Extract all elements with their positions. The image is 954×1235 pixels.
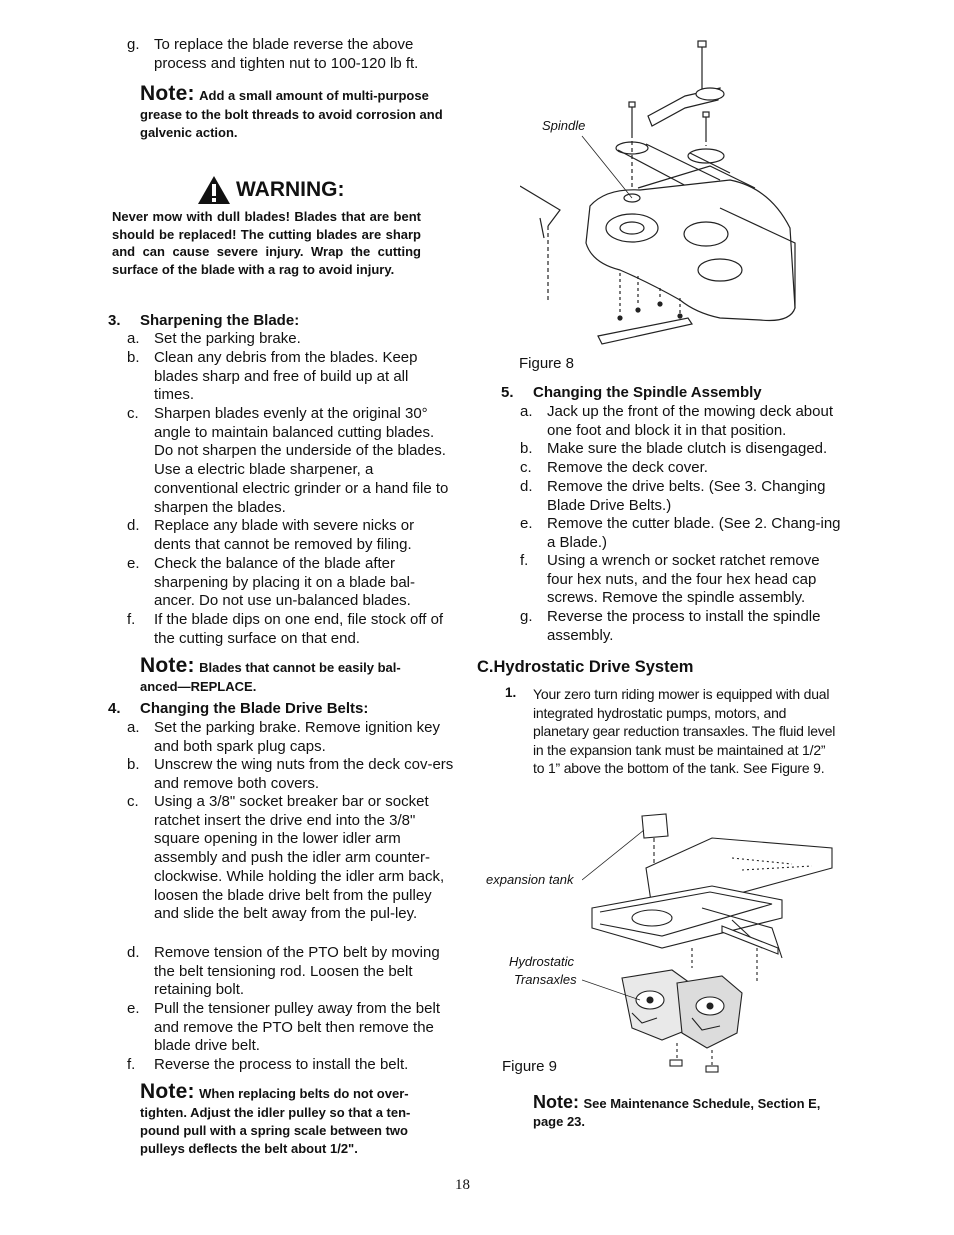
- figure-9-chassis-diagram: [582, 808, 842, 1078]
- note-label: Note:: [140, 82, 195, 105]
- section-5-heading: [501, 384, 841, 403]
- figure-8-callout-spindle: Spindle: [542, 118, 586, 133]
- note-text: See Maintenance Schedule, Section E, page 23.: [533, 1096, 821, 1129]
- warning-heading: [197, 174, 397, 208]
- section-3-title: Sharpening the Blade:: [140, 312, 300, 329]
- page-number: 18: [455, 1177, 470, 1193]
- note-label: Note:: [140, 654, 195, 677]
- section-3-heading: [108, 312, 438, 331]
- warning-text: Never mow with dull blades! Blades that are bent should be replaced! The cutting blades are sharp and can cause severe injury. Wrap the cutting surface of the blade with a rag to avoid injury.: [112, 209, 421, 277]
- figure-9-caption: Figure 9: [502, 1058, 558, 1075]
- note-label: Note:: [533, 1092, 579, 1112]
- figure-9-callout-hydrostatic: Hydrostatic: [509, 954, 575, 969]
- step-g: [127, 36, 457, 76]
- figure-9-callout-transaxles: Transaxles: [514, 972, 577, 987]
- note-balance: [140, 654, 430, 696]
- section-5-number: 5.: [501, 384, 514, 401]
- section-5-title: Changing the Spindle Assembly: [533, 384, 762, 401]
- step-g-label: g.: [127, 36, 140, 53]
- section-c-heading: C.Hydrostatic Drive System: [477, 658, 694, 676]
- note-grease: [140, 82, 455, 142]
- note-text: Blades that cannot be easily bal-anced—REPLACE.: [140, 660, 401, 694]
- step-g-text: To replace the blade reverse the above process and tighten nut to 100-120 lb ft.: [154, 36, 419, 72]
- figure-9-callout-expansion-tank: expansion tank: [486, 872, 574, 887]
- figure-8-caption: Figure 8: [519, 355, 575, 372]
- note-text: Add a small amount of multi-purpose grease to the bolt threads to avoid corrosion and galvenic action.: [140, 88, 443, 140]
- figure-8-deck-diagram: [520, 38, 810, 358]
- section-4-heading: [108, 700, 438, 719]
- note-label: Note:: [140, 1080, 195, 1103]
- warning-triangle-icon: [197, 175, 231, 205]
- section-c-item-1-text: Your zero turn riding mower is equipped with dual integrated hydrostatic pumps, motors, and planetary gear reduction transaxles. The fluid level in the expansion tank must be maintained at 1/2” to 1” above the bottom of the tank. See Figure 9.: [533, 686, 836, 776]
- note-belts: [140, 1080, 440, 1158]
- note-text: When replacing belts do not over-tighten. Adjust the idler pulley so that a ten-pound pull with a spring scale between two pulleys deflects the belt about 1/2".: [140, 1086, 411, 1156]
- warning-title: WARNING:: [236, 178, 345, 201]
- section-3-number: 3.: [108, 312, 121, 329]
- section-4-number: 4.: [108, 700, 121, 717]
- section-c-item-1-number: 1.: [505, 685, 517, 700]
- section-4-title: Changing the Blade Drive Belts:: [140, 700, 369, 717]
- note-maintenance: [533, 1092, 853, 1131]
